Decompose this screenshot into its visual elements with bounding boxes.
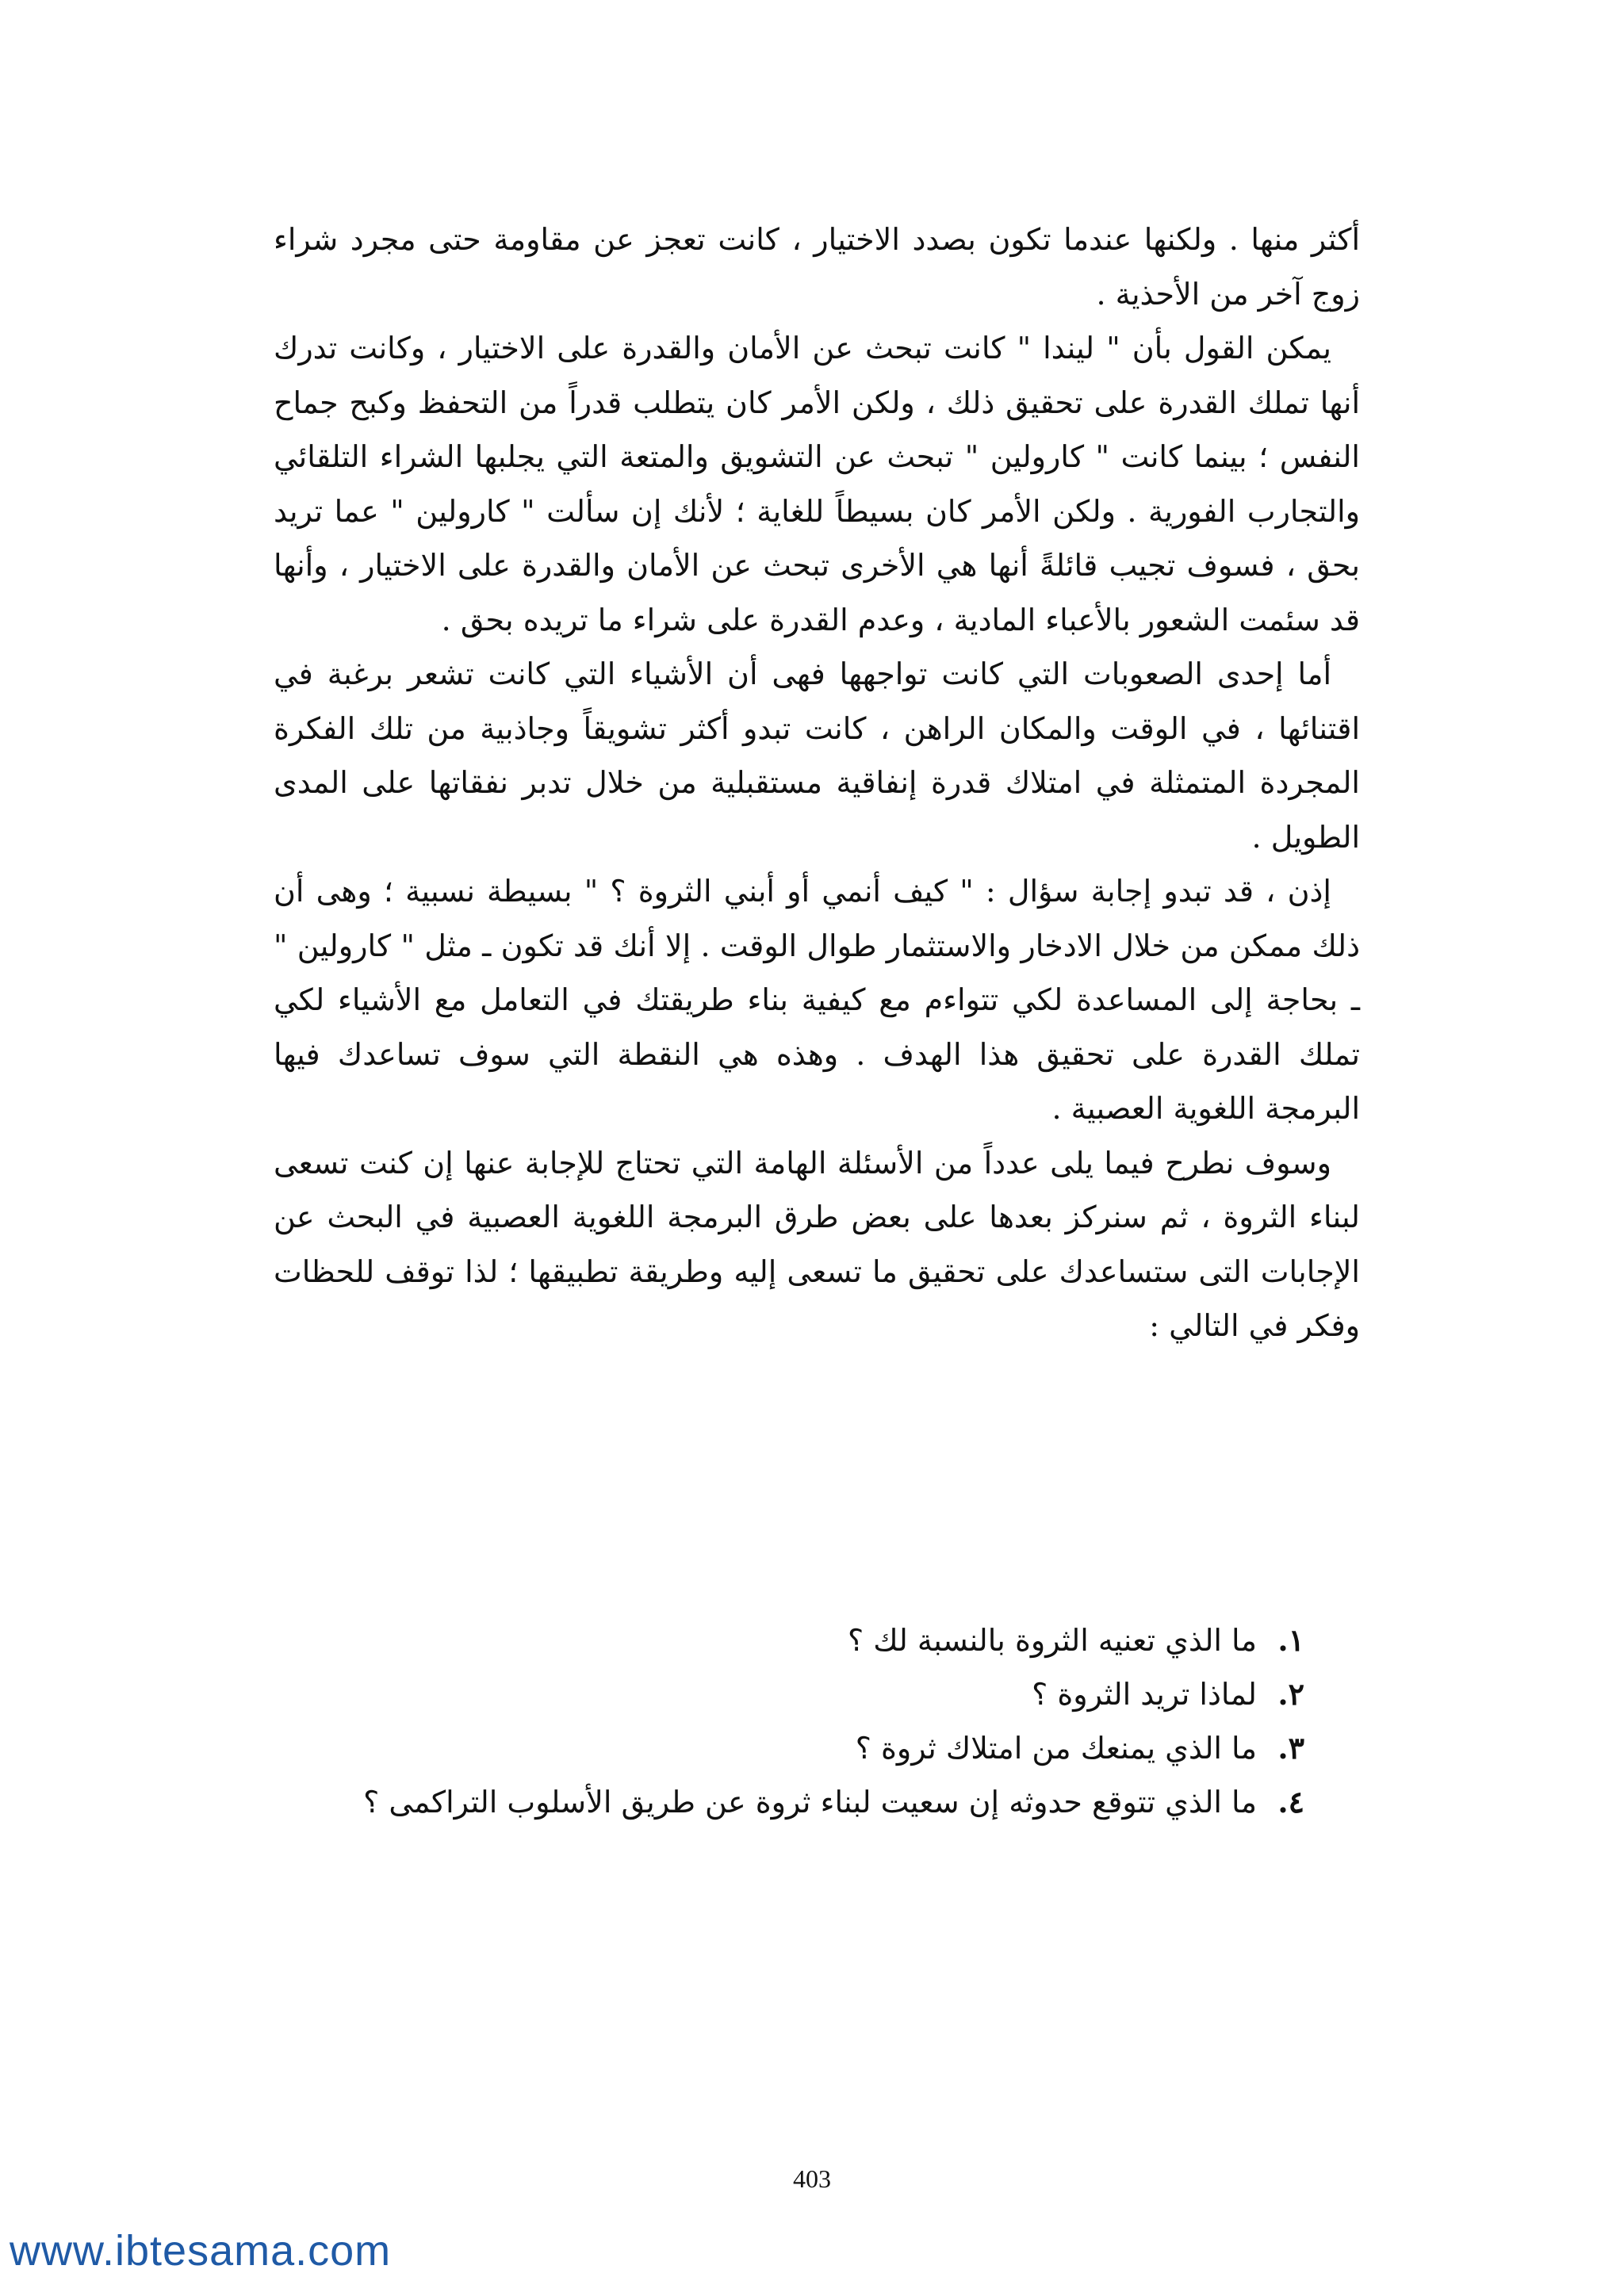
watermark: www.ibtesama.com — [10, 2227, 392, 2275]
list-item — [274, 1667, 1304, 1721]
question-text: ما الذي تعنيه الثروة بالنسبة لك ؟ — [848, 1623, 1257, 1658]
question-text: ما الذي يمنعك من امتلاك ثروة ؟ — [855, 1731, 1257, 1766]
question-number: ١. — [1277, 1622, 1304, 1658]
list-item — [274, 1775, 1304, 1829]
paragraph: وسوف نطرح فيما يلى عدداً من الأسئلة الهامة التي تحتاج للإجابة عنها إن كنت تسعى لبناء الثروة ، ثم سنركز بعدها على بعض طرق البرمجة اللغوية العصبية في البحث عن الإجابات التى ستساعدك على تحقيق ما تسعى إليه وطريقة تطبيقها ؛ لذا توقف للحظات وفكر في التالي : — [274, 1145, 1360, 1343]
paragraph: يمكن القول بأن " ليندا " كانت تبحث عن الأمان والقدرة على الاختيار ، وكانت تدرك أنها تملك القدرة على تحقيق ذلك ، ولكن الأمر كان يتطلب قدراً من التحفظ وكبح جماح النفس ؛ بينما كانت " كارولين " تبحث عن التشويق والمتعة التي يجلبها الشراء التلقائي والتجارب الفورية . ولكن الأمر كان بسيطاً للغاية ؛ لأنك إن سألت " كارولين " عما تريد بحق ، فسوف تجيب قائلةً أنها هي الأخرى تبحث عن الأمان والقدرة على الاختيار ، وأنها قد سئمت الشعور بالأعباء المادية ، وعدم القدرة على شراء ما تريده بحق . — [274, 331, 1360, 637]
paragraph: أكثر منها . ولكنها عندما تكون بصدد الاختيار ، كانت تعجز عن مقاومة حتى مجرد شراء زوج آخر من الأحذية . — [274, 222, 1361, 312]
questions-list — [274, 1613, 1304, 1829]
question-number: ٣. — [1277, 1730, 1304, 1766]
question-number: ٤. — [1277, 1784, 1304, 1820]
paragraph: إذن ، قد تبدو إجابة سؤال : " كيف أنمي أو أبني الثروة ؟ " بسيطة نسبية ؛ وهى أن ذلك ممكن من خلال الادخار والاستثمار طوال الوقت . إلا أنك قد تكون ـ مثل " كارولين " ـ بحاجة إلى المساعدة لكي تتواءم مع كيفية بناء طريقتك في التعامل مع الأشياء لكي تملك القدرة على تحقيق هذا الهدف . وهذه هي النقطة التي سوف تساعدك فيها البرمجة اللغوية العصبية . — [274, 874, 1360, 1126]
page-body — [274, 212, 1360, 1353]
list-item — [274, 1721, 1304, 1775]
page-number: 403 — [793, 2164, 831, 2193]
paragraph: أما إحدى الصعوبات التي كانت تواجهها فهى أن الأشياء التي كانت تشعر برغبة في اقتنائها ، في الوقت والمكان الراهن ، كانت تبدو أكثر تشويقاً وجاذبية من تلك الفكرة المجردة المتمثلة في امتلاك قدرة إنفاقية مستقبلية من خلال تدبر نفقاتها على المدى الطويل . — [274, 656, 1360, 855]
question-text: ما الذي تتوقع حدوثه إن سعيت لبناء ثروة عن طريق الأسلوب التراكمى ؟ — [363, 1785, 1257, 1820]
question-text: لماذا تريد الثروة ؟ — [1032, 1677, 1257, 1712]
list-item — [274, 1613, 1304, 1667]
question-number: ٢. — [1277, 1676, 1304, 1712]
